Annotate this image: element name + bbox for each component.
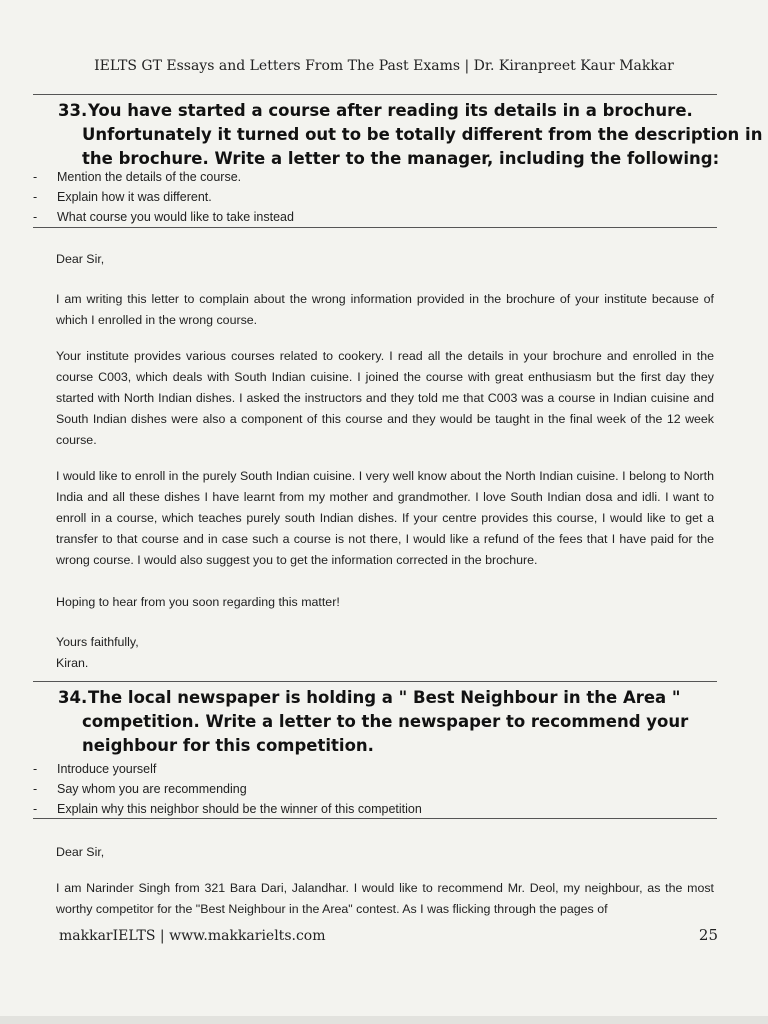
paragraph-text: Hoping to hear from you soon regarding this matter! [56,595,340,609]
dash-icon: - [33,802,38,816]
paragraph-text: I would like to enroll in the purely South Indian cuisine. I very well know about the North Indian cuisine. I belong to North India and all these dishes I have learnt from my mother and grandmother. I love South Indian dosa and idli. I want to enroll in a course, which teaches purely south Indian dishes. If your centre provides this course, I would like to get a transfer to that course and in case such a course is not there, I would like a refund of the fees that I have paid for the wrong course. I would also suggest you to get the information corrected in the brochure. [56,469,714,567]
list-item [33,799,422,819]
bullet-text: Explain how it was different. [57,190,212,204]
list-item [33,187,294,207]
dash-icon: - [33,762,38,776]
divider [33,94,717,95]
paragraph-text: Your institute provides various courses related to cookery. I read all the details in your brochure and enrolled in the course C003, which deals with South Indian cuisine. I joined the course with great enthusiasm but the first day they started with North Indian dishes. I asked the instructors and they told me that C003 was a course in Indian cuisine and South Indian dishes were also a component of this course and they would be taught in the final week of the 12 week course. [56,349,714,447]
divider [33,818,717,819]
salutation: Dear Sir, [56,845,105,859]
question-title-line: competition. Write a letter to the newspaper to recommend your [82,712,689,731]
dash-icon: - [33,170,38,184]
paragraph-text: I am writing this letter to complain about the wrong information provided in the brochure of your institute because of which I enrolled in the wrong course. [56,292,714,327]
bullet-text: What course you would like to take instead [57,210,294,224]
closing: Yours faithfully, [56,635,139,649]
letter-paragraph [56,346,714,451]
question-34-bullets [33,759,422,819]
letter-paragraph [56,878,714,920]
dash-icon: - [33,782,38,796]
question-title-line: You have started a course after reading its details in a brochure. [88,101,693,120]
question-number: 34. [58,688,88,707]
signature: Kiran. [56,656,89,670]
page-number: 25 [698,926,718,944]
paragraph-text: I am Narinder Singh from 321 Bara Dari, Jalandhar. I would like to recommend Mr. Deol, my neighbour, as the most worthy competitor for the "Best Neighbour in the Area" contest. As I was flicking through the pages of [56,881,714,916]
scan-edge [0,1016,768,1024]
bullet-text: Introduce yourself [57,762,157,776]
list-item [33,779,422,799]
divider [33,681,717,682]
bullet-text: Mention the details of the course. [57,170,242,184]
dash-icon: - [33,190,38,204]
divider [33,227,717,228]
question-33-bullets [33,167,294,227]
page-header: IELTS GT Essays and Letters From The Past Exams | Dr. Kiranpreet Kaur Makkar [94,58,674,74]
bullet-text: Explain why this neighbor should be the winner of this competition [57,802,422,816]
letter-paragraph [56,592,714,613]
list-item [33,167,294,187]
question-title-line: Unfortunately it turned out to be totally different from the description in [82,125,763,144]
bullet-text: Say whom you are recommending [57,782,247,796]
question-number: 33. [58,101,88,120]
question-33-title [58,99,763,171]
letter-paragraph [56,289,714,331]
salutation: Dear Sir, [56,252,105,266]
question-title-line: the brochure. Write a letter to the manager, including the following: [82,149,720,168]
question-34-title [58,686,718,758]
question-title-line: neighbour for this competition. [82,736,374,755]
footer-site: makkarIELTS | www.makkarielts.com [59,928,326,944]
list-item [33,759,422,779]
letter-paragraph [56,466,714,571]
dash-icon: - [33,210,38,224]
question-title-line: The local newspaper is holding a " Best Neighbour in the Area " [88,688,681,707]
list-item [33,207,294,227]
